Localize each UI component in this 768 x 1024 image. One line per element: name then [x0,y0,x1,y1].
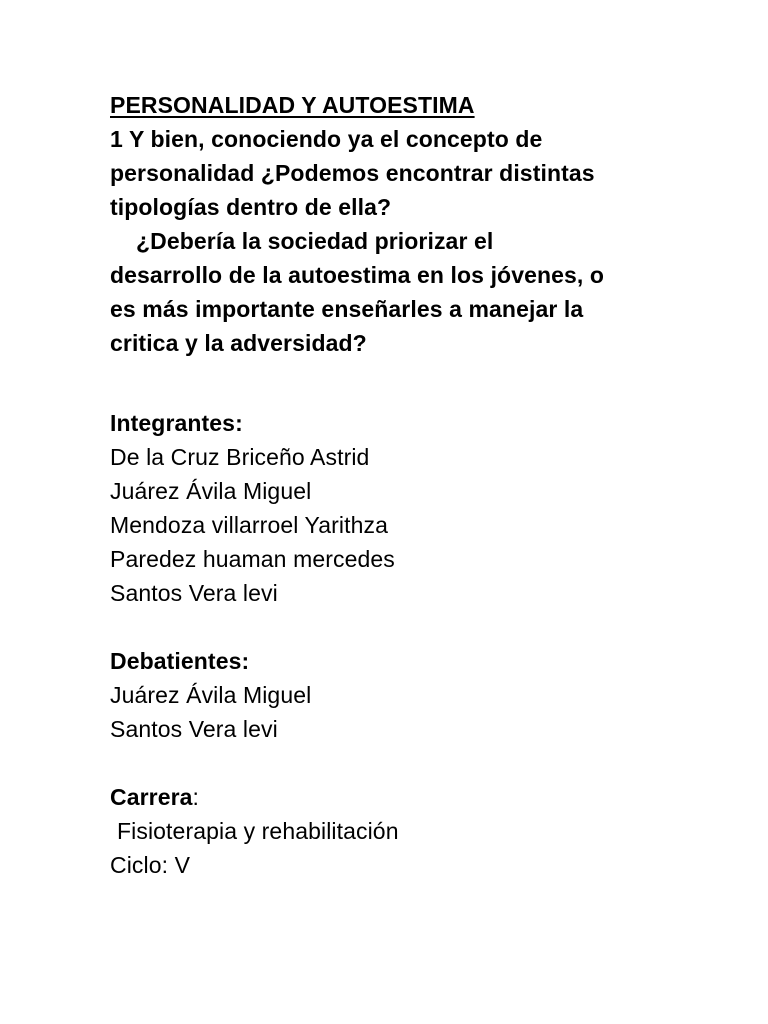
integrante-name: Juárez Ávila Miguel [110,478,312,504]
debatiente-name: Santos Vera levi [110,716,278,742]
integrante-name: Santos Vera levi [110,580,278,606]
integrante-name: Paredez huaman mercedes [110,546,395,572]
question2-line: es más importante enseñarles a manejar la [110,296,584,322]
spacer [110,746,710,780]
question-line: 1 Y bien, conociendo ya el concepto de [110,126,543,152]
question2-line: ¿Debería la sociedad priorizar el [136,228,494,254]
integrantes-label: Integrantes: [110,410,243,436]
question2-line: desarrollo de la autoestima en los jóvenes, o [110,262,605,288]
document-page [110,88,710,882]
carrera-colon: : [192,784,200,810]
debatientes-label: Debatientes: [110,648,250,674]
question2-line: critica y la adversidad? [110,330,367,356]
question-line: tipologías dentro de ella? [110,194,392,220]
integrante-name: Mendoza villarroel Yarithza [110,512,388,538]
carrera-heading [110,780,710,814]
carrera-value: Fisioterapia y rehabilitación [117,818,399,844]
ciclo-value: Ciclo: V [110,852,191,878]
carrera-label: Carrera [110,784,193,810]
integrante-name: De la Cruz Briceño Astrid [110,444,370,470]
spacer [110,610,710,644]
document-title: PERSONALIDAD Y AUTOESTIMA [110,92,475,118]
debatiente-name: Juárez Ávila Miguel [110,682,312,708]
question-line: personalidad ¿Podemos encontrar distintas [110,160,595,186]
spacer [110,360,710,406]
